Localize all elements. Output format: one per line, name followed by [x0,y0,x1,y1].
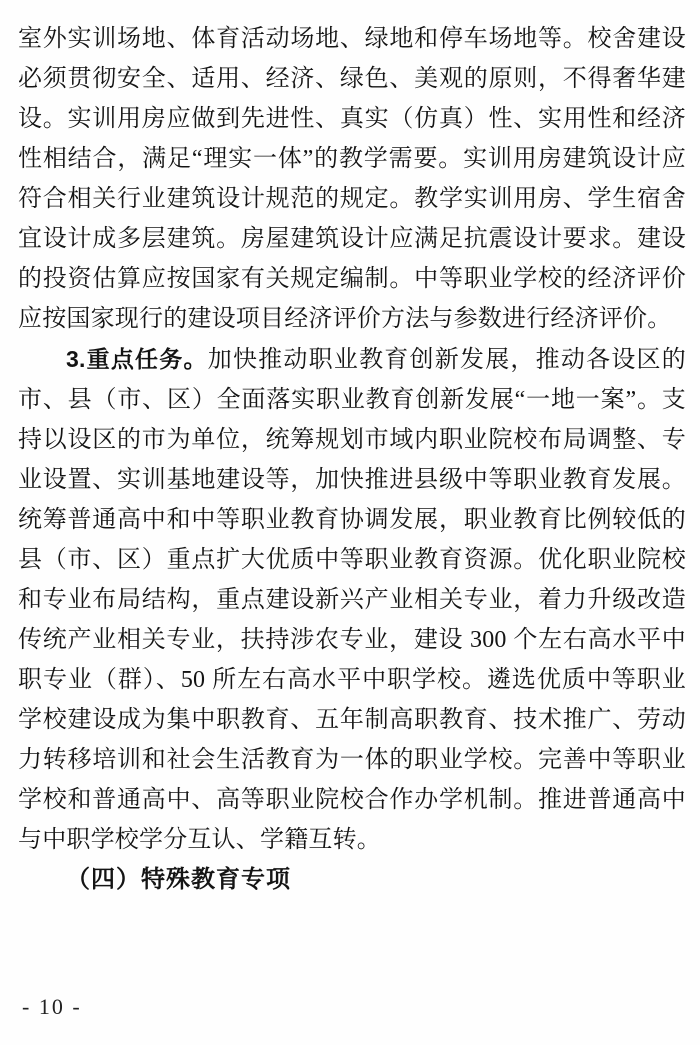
paragraph-body-key-tasks: 加快推动职业教育创新发展，推动各设区的市、县（市、区）全面落实职业教育创新发展“一地一案”。支持以设区的市为单位，统筹规划市域内职业院校布局调整、专业设置、实训基地建设等，加快推进县级中等职业教育发展。统筹普通高中和中等职业教育协调发展，职业教育比例较低的县（市、区）重点扩大优质中等职业教育资源。优化职业院校和专业布局结构，重点建设新兴产业相关专业，着力升级改造传统产业相关专业，扶持涉农专业，建设 300 个左右高水平中职专业（群）、50 所左右高水平中职学校。遴选优质中等职业学校建设成为集中职教育、五年制高职教育、技术推广、劳动力转移培训和社会生活教育为一体的职业学校。完善中等职业学校和普通高中、高等职业院校合作办学机制。推进普通高中与中职学校学分互认、学籍互转。 [18,347,686,853]
section-heading-special-education: （四）特殊教育专项 [66,867,291,893]
page-number: - 10 - [22,994,82,1019]
paragraph-construction-requirements: 室外实训场地、体育活动场地、绿地和停车场地等。校舍建设必须贯彻安全、适用、经济、绿色、美观的原则，不得奢华建设。实训用房应做到先进性、真实（仿真）性、实用性和经济性相结合，满足“理实一体”的教学需要。实训用房建筑设计应符合相关行业建筑设计规范的规定。教学实训用房、学生宿舍宜设计成多层建筑。房屋建筑设计应满足抗震设计要求。建设的投资估算应按国家有关规定编制。中等职业学校的经济评价应按国家现行的建设项目经济评价方法与参数进行经济评价。 [18,26,686,332]
paragraph-lead-key-tasks: 3.重点任务。 [66,346,208,372]
paragraph-key-tasks [18,339,686,860]
